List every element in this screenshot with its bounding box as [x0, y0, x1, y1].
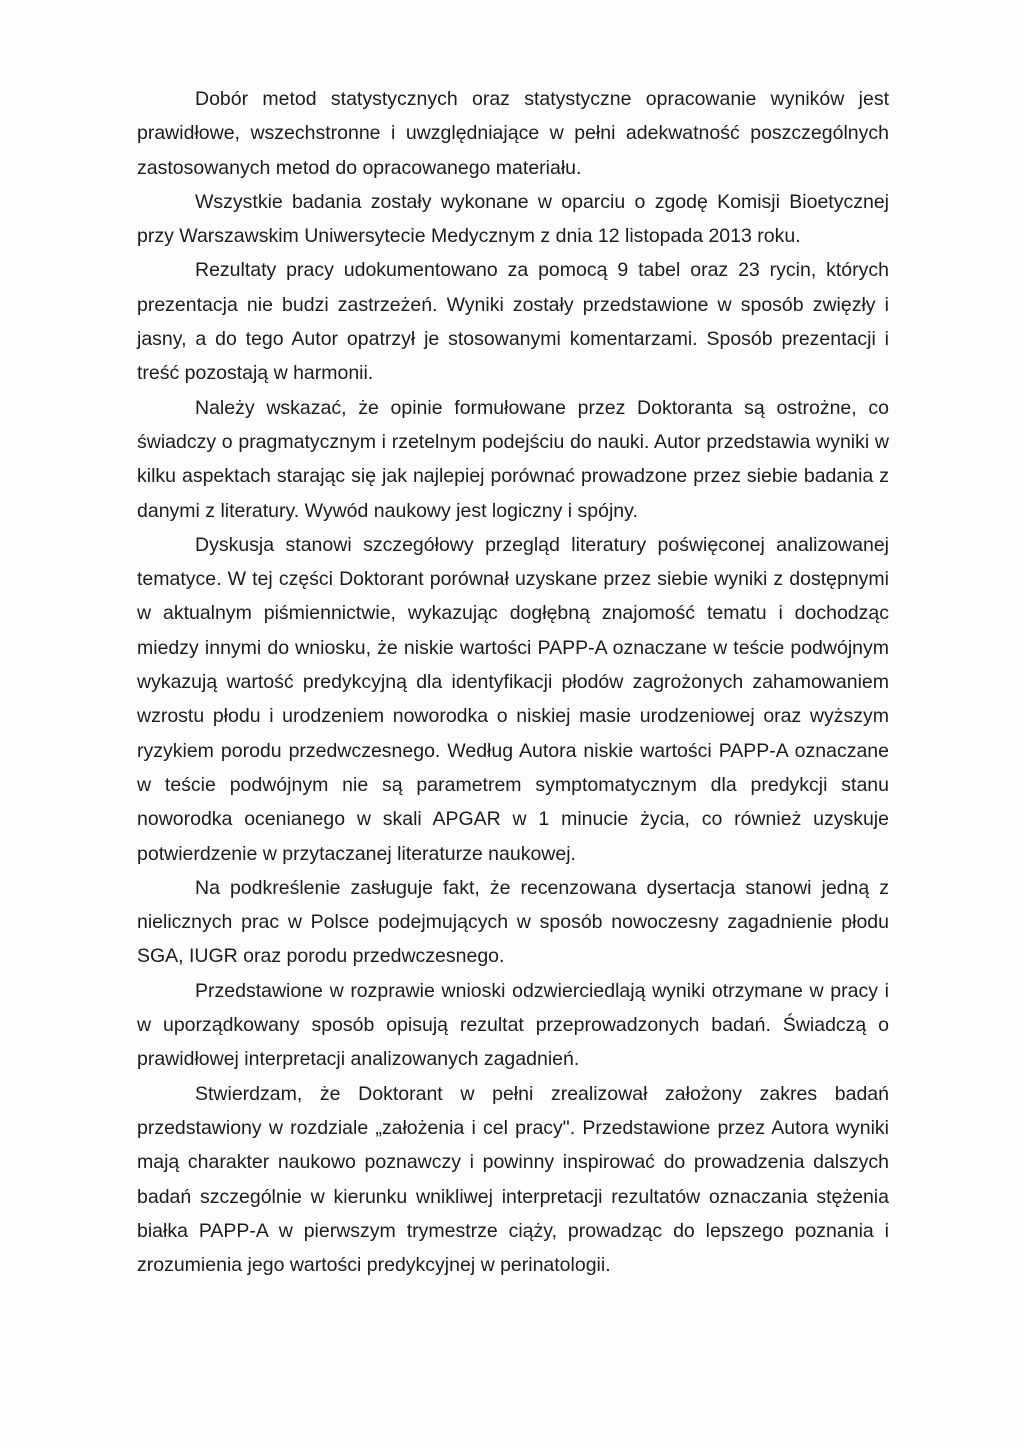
paragraph-discussion: Dyskusja stanowi szczegółowy przegląd literatury poświęconej analizowanej tematyce. W tej części Doktorant porównał uzyskane przez siebie wyniki z dostępnymi w aktualnym piśmiennictwie, wykazując dogłębną znajomość tematu i dochodząc miedzy innymi do wniosku, że niskie wartości PAPP-A oznaczane w teście podwójnym wykazują wartość predykcyjną dla identyfikacji płodów zagrożonych zahamowaniem wzrostu płodu i urodzeniem noworodka o niskiej masie urodzeniowej oraz wyższym ryzykiem porodu przedwczesnego. Według Autora niskie wartości PAPP-A oznaczane w teście podwójnym nie są parametrem symptomatycznym dla predykcji stanu noworodka ocenianego w skali APGAR w 1 minucie życia, co również uzyskuje potwierdzenie w przytaczanej literaturze naukowej. — [137, 533, 889, 865]
paragraph-significance: Na podkreślenie zasługuje fakt, że recenzowana dysertacja stanowi jedną z nielicznych prac w Polsce podejmujących w sposób nowoczesny zagadnienie płodu SGA, IUGR oraz porodu przedwczesnego. — [137, 876, 889, 968]
paragraph-final-assessment: Stwierdzam, że Doktorant w pełni zrealizował założony zakres badań przedstawiony w rozdziale „założenia i cel pracy". Przedstawione przez Autora wyniki mają charakter naukowo poznawczy i powinny inspirować do prowadzenia dalszych badań szczególnie w kierunku wnikliwej interpretacji rezultatów oznaczania stężenia białka PAPP-A w pierwszym trymestrze ciąży, prowadząc do lepszego poznania i zrozumienia jego wartości predykcyjnej w perinatologii. — [137, 1082, 889, 1277]
document-body — [137, 82, 889, 1282]
paragraph-opinions: Należy wskazać, że opinie formułowane przez Doktoranta są ostrożne, co świadczy o pragmatycznym i rzetelnym podejściu do nauki. Autor przedstawia wyniki w kilku aspektach starając się jak najlepiej porównać prowadzone przez siebie badania z danymi z literatury. Wywód naukowy jest logiczny i spójny. — [137, 396, 889, 522]
paragraph-conclusions: Przedstawione w rozprawie wnioski odzwierciedlają wyniki otrzymane w pracy i w uporządkowany sposób opisują rezultat przeprowadzonych badań. Świadczą o prawidłowej interpretacji analizowanych zagadnień. — [137, 979, 889, 1071]
paragraph-bioethics: Wszystkie badania zostały wykonane w oparciu o zgodę Komisji Bioetycznej przy Warszawskim Uniwersytecie Medycznym z dnia 12 listopada 2013 roku. — [137, 190, 889, 248]
paragraph-statistics: Dobór metod statystycznych oraz statystyczne opracowanie wyników jest prawidłowe, wszechstronne i uwzględniające w pełni adekwatność poszczególnych zastosowanych metod do opracowanego materiału. — [137, 88, 889, 179]
paragraph-results: Rezultaty pracy udokumentowano za pomocą 9 tabel oraz 23 rycin, których prezentacja nie budzi zastrzeżeń. Wyniki zostały przedstawione w sposób zwięzły i jasny, a do tego Autor opatrzył je stosowanymi komentarzami. Sposób prezentacji i treść pozostają w harmonii. — [137, 259, 889, 385]
